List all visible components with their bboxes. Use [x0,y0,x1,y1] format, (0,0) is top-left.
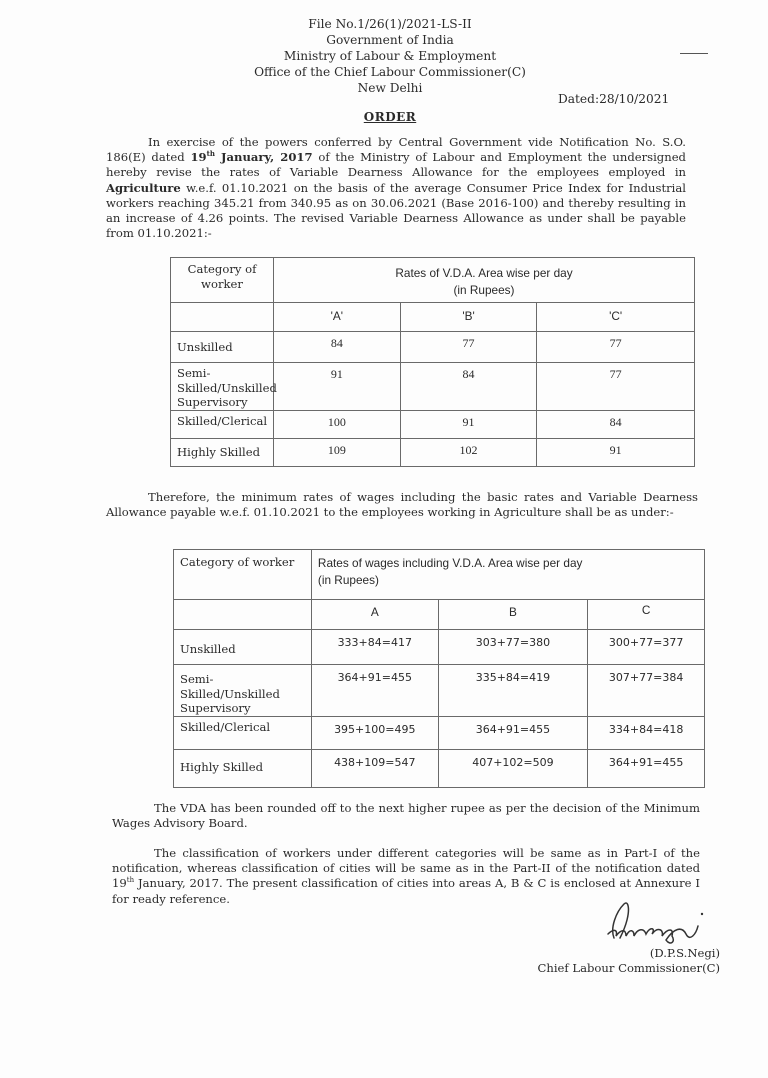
table-row: Skilled/Clerical 395+100=495 364+91=455 334+84=418 [174,716,705,749]
table-row: Highly Skilled 109 102 91 [171,438,695,466]
vda-rates-table [170,257,695,467]
office-line: Office of the Chief Labour Commissioner(C) [254,65,526,79]
area-a-header: 'A' [273,303,400,332]
city-line: New Delhi [357,81,423,95]
area-c-header: C [588,600,705,630]
area-b-header: 'B' [400,303,537,332]
sector-name: Agriculture [106,180,181,195]
area-c-header: 'C' [537,303,695,332]
table-row: Unskilled 333+84=417 303+77=380 300+77=377 [174,630,705,665]
paragraph-minimum-wages: Therefore, the minimum rates of wages including the basic rates and Variable Dearness Allowance payable w.e.f. 01.10.2021 to the employees working in Agriculture shall be as under:- [106,490,698,520]
signatory-name: (D.P.S.Negi) [649,946,720,960]
file-number: File No.1/26(1)/2021-LS-II [308,17,472,31]
signatory-block [480,946,720,976]
header-category: Category of worker [174,550,312,600]
government-line: Government of India [326,33,454,47]
document-title: ORDER [363,110,417,124]
notification-date: 19th January, 2017 [190,149,313,165]
dated-label: Dated: [558,92,600,106]
dated-line [558,92,669,106]
table-row: Skilled/Clerical 100 91 84 [171,410,695,438]
wage-rates-table [173,549,705,788]
table-row: Semi-Skilled/Unskilled Supervisory 364+91=455 335+84=419 307+77=384 [174,665,705,717]
header-rates: Rates of wages including V.D.A. Area wise per day (in Rupees) [311,550,704,600]
header-category: Category of worker [171,258,274,303]
letterhead [250,16,530,96]
paragraph-rounding: The VDA has been rounded off to the next higher rupee as per the decision of the Minimum Wages Advisory Board. [112,801,700,831]
ministry-line: Ministry of Labour & Employment [283,49,497,63]
pen-mark [680,53,708,54]
table-row: Semi-Skilled/Unskilled Supervisory 91 84 77 [171,363,695,411]
paragraph-classification: The classification of workers under different categories will be same as in Part-I of the notification, whereas classification of cities will be same as in the Part-II of the notification dated 19th January, 2017. The present classification of cities into areas A, B & C is enclosed at Annexure I for ready reference. [112,846,700,906]
area-b-header: B [438,600,588,630]
paragraph-notification: In exercise of the powers conferred by Central Government vide Notification No. S.O. 186(E) dated 19th January, 2017 of the Ministry of Labour and Employment the undersigned hereby revise the rates of Variable Dearness Allowance for the employees employed in Agriculture w.e.f. 01.10.2021 on the basis of the average Consumer Price Index for Industrial workers reaching 345.21 from 340.95 as on 30.06.2021 (Base 2016-100) and thereby resulting in an increase of 4.26 points. The revised Variable Dearness Allowance as under shall be payable from 01.10.2021:- [106,135,686,241]
signatory-designation: Chief Labour Commissioner(C) [537,961,720,975]
dated-value: 28/10/2021 [599,92,670,106]
signature-icon [600,898,710,946]
table-row: Unskilled 84 77 77 [171,332,695,363]
area-a-header: A [311,600,438,630]
header-rates: Rates of V.D.A. Area wise per day (in Rupees) [273,258,694,303]
table-row: Highly Skilled 438+109=547 407+102=509 364+91=455 [174,749,705,787]
